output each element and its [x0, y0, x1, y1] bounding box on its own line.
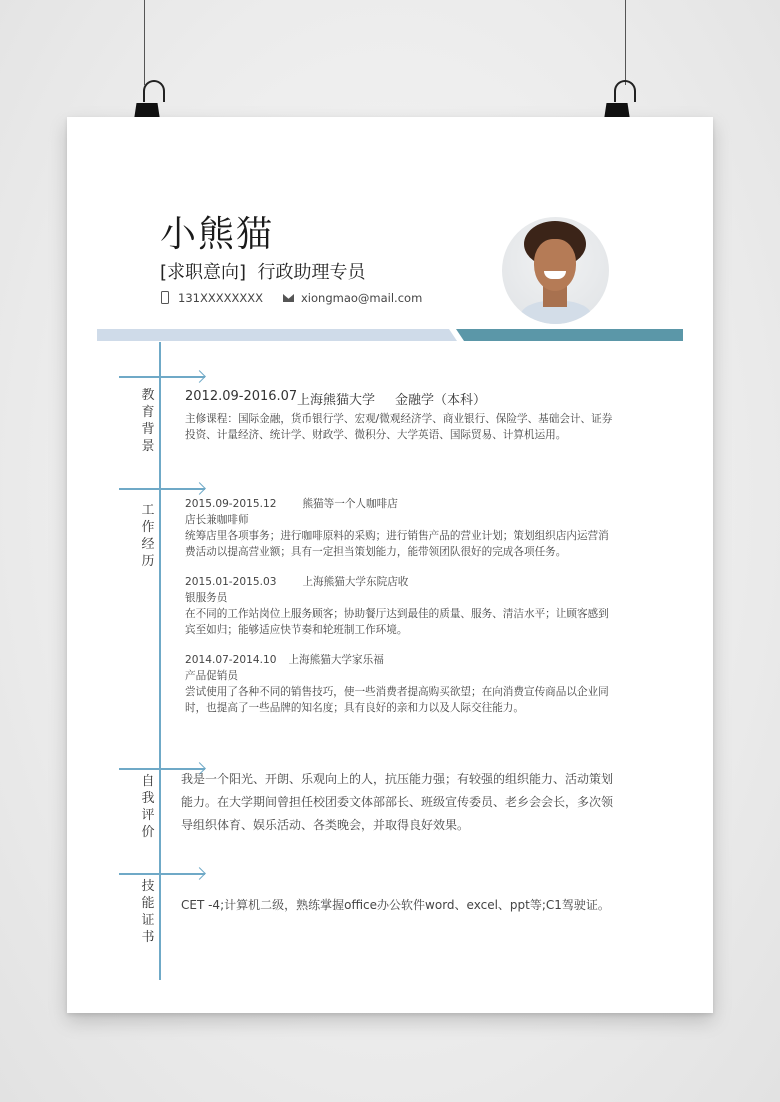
- job-intent-label: [求职意向]: [160, 262, 247, 283]
- work-item: [185, 496, 615, 560]
- work-desc: 尝试使用了各种不同的销售技巧，使一些消费者提高购买欲望；在向消费宣传商品以企业同时，也提高了一些品牌的知名度；具有良好的亲和力以及人际交往能力。: [185, 686, 609, 714]
- email-contact: [283, 291, 422, 305]
- profile-photo: [502, 217, 609, 324]
- timeline-line: [159, 342, 161, 980]
- skills-text: CET -4;计算机二级，熟练掌握office办公软件word、excel、ppt等;C1驾驶证。: [181, 898, 610, 912]
- education-date: 2012.09-2016.07: [185, 389, 298, 404]
- work-date: 2015.01-2015.03: [185, 576, 277, 588]
- work-role: 银服务员: [185, 592, 228, 604]
- education-major: 金融学（本科）: [395, 393, 487, 408]
- candidate-name: 小熊猫: [160, 214, 275, 255]
- work-date: 2015.09-2015.12: [185, 498, 277, 510]
- section-label-work: 工作经历: [141, 503, 155, 569]
- work-desc: 统筹店里各项事务；进行咖啡原料的采购；进行销售产品的营业计划；策划组织店内运营消费活动以提高营业额；具有一定担当策划能力，能带领团队很好的完成各项任务。: [185, 530, 609, 558]
- hanging-string-left: [144, 0, 145, 85]
- work-role: 产品促销员: [185, 670, 238, 682]
- work-company: 熊猫等一个人咖啡店: [302, 498, 398, 510]
- work-role: 店长兼咖啡师: [185, 514, 249, 526]
- section-label-education: 教育背景: [141, 388, 155, 454]
- work-desc: 在不同的工作站岗位上服务顾客；协助餐厅达到最佳的质量、服务、清洁水平；让顾客感到宾至如归；能够适应快节奏和轮班制工作环境。: [185, 608, 609, 636]
- job-intent-value: 行政助理专员: [257, 262, 366, 283]
- binder-clip-wire-left: [143, 80, 165, 102]
- hanging-string-right: [625, 0, 626, 85]
- education-courses: 主修课程：国际金融，货币银行学、宏观/微观经济学、商业银行、保险学、基础会计、证券投资、计量经济、统计学、财政学、微积分、大学英语、国际贸易、计算机运用。: [185, 413, 613, 441]
- work-item: [185, 652, 615, 716]
- header-divider-light: [97, 329, 457, 341]
- phone-number: 131XXXXXXXX: [178, 291, 263, 305]
- email-icon: [283, 294, 294, 302]
- work-date: 2014.07-2014.10: [185, 654, 277, 666]
- section-label-skills: 技能证书: [141, 879, 155, 945]
- work-company: 上海熊猫大学东院店收: [302, 576, 409, 588]
- phone-icon: [161, 291, 169, 304]
- section-label-self: 自我评价: [141, 774, 155, 840]
- self-evaluation-text: 我是一个阳光、开朗、乐观向上的人，抗压能力强；有较强的组织能力、活动策划能力。在大学期间曾担任校团委文体部部长、班级宣传委员、老乡会会长，多次领导组织体育、娱乐活动、各类晚会，并取得良好效果。: [181, 772, 614, 832]
- phone-contact: [161, 291, 263, 305]
- work-company: 上海熊猫大学家乐福: [288, 654, 384, 666]
- binder-clip-wire-right: [614, 80, 636, 102]
- header-divider-dark: [456, 329, 683, 341]
- work-item: [185, 574, 615, 638]
- education-school: 上海熊猫大学: [297, 393, 376, 408]
- job-intent: [160, 258, 366, 284]
- email-address: xiongmao@mail.com: [301, 291, 423, 305]
- photo-face: [534, 239, 576, 291]
